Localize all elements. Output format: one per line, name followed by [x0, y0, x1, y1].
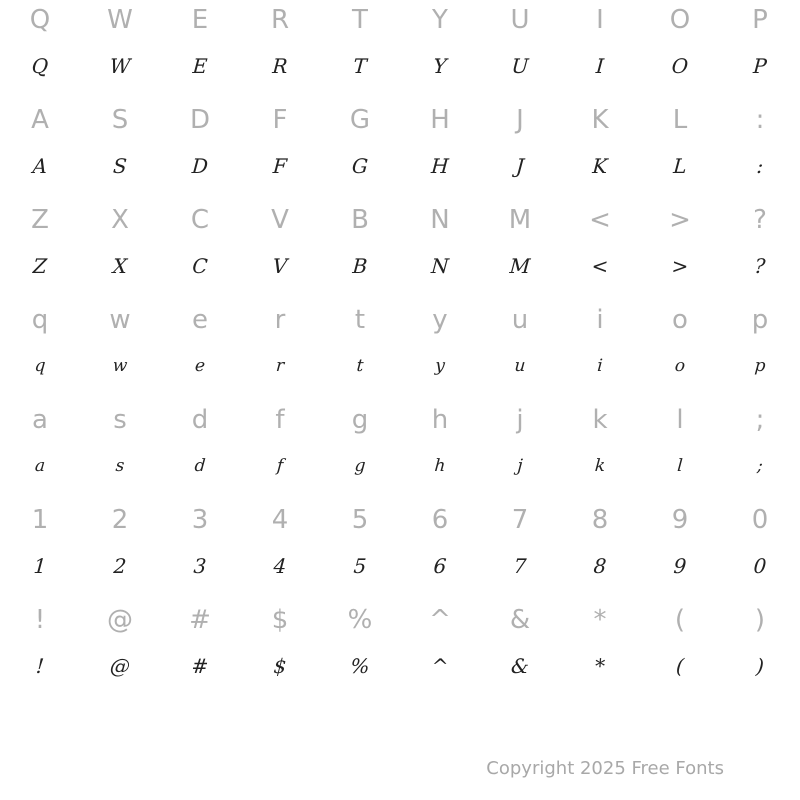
glyph-cell [400, 400, 480, 500]
reference-glyph: ; [755, 405, 765, 435]
font-sample-glyph: 2 [112, 554, 128, 578]
font-sample-glyph: B [351, 254, 369, 278]
font-sample-glyph: ( [675, 654, 685, 678]
reference-glyph: O [669, 5, 691, 35]
font-sample-glyph: 4 [272, 554, 288, 578]
reference-glyph: % [347, 605, 373, 635]
font-sample-glyph: ? [753, 254, 767, 278]
reference-glyph: i [596, 305, 604, 335]
font-sample-glyph: G [351, 154, 369, 178]
reference-glyph: 9 [671, 505, 689, 535]
glyph-cell [560, 100, 640, 200]
font-sample-glyph: F [272, 154, 288, 178]
glyph-cell [0, 100, 80, 200]
glyph-cell [480, 400, 560, 500]
font-sample-glyph: t [355, 356, 365, 376]
reference-glyph: w [109, 305, 131, 335]
font-sample-glyph: T [352, 54, 368, 78]
font-sample-glyph: M [508, 254, 532, 278]
font-sample-glyph: Z [32, 254, 48, 278]
font-sample-glyph: 1 [32, 554, 48, 578]
glyph-cell [400, 100, 480, 200]
font-sample-glyph: w [112, 356, 128, 376]
glyph-cell [480, 0, 560, 100]
reference-glyph: u [511, 305, 529, 335]
reference-glyph: V [271, 205, 289, 235]
glyph-cell [720, 400, 800, 500]
reference-glyph: F [272, 105, 288, 135]
glyph-cell [320, 600, 400, 700]
font-sample-glyph: o [674, 356, 686, 376]
reference-glyph: d [191, 405, 209, 435]
font-sample-glyph: C [191, 254, 209, 278]
glyph-cell [0, 200, 80, 300]
glyph-cell [160, 600, 240, 700]
reference-glyph: ) [754, 605, 766, 635]
reference-glyph: Z [31, 205, 49, 235]
font-sample-glyph: > [670, 254, 690, 278]
reference-glyph: I [596, 5, 604, 35]
font-sample-glyph: f [276, 456, 284, 476]
font-sample-glyph: l [676, 456, 684, 476]
reference-glyph: g [351, 405, 369, 435]
glyph-cell [640, 500, 720, 600]
glyph-cell [640, 0, 720, 100]
reference-glyph: o [672, 305, 688, 335]
glyph-cell [0, 400, 80, 500]
glyph-cell [160, 100, 240, 200]
font-sample-glyph: 6 [432, 554, 448, 578]
reference-glyph: Y [432, 5, 448, 35]
glyph-cell [560, 300, 640, 400]
glyph-cell [320, 500, 400, 600]
reference-glyph: > [669, 205, 691, 235]
glyph-cell [720, 100, 800, 200]
reference-glyph: h [431, 405, 449, 435]
glyph-row [0, 500, 800, 600]
glyph-cell [640, 100, 720, 200]
reference-glyph: G [349, 105, 371, 135]
font-sample-glyph: g [353, 456, 367, 476]
font-sample-glyph: k [594, 456, 606, 476]
glyph-cell [80, 500, 160, 600]
reference-glyph: 2 [111, 505, 129, 535]
glyph-cell [0, 0, 80, 100]
reference-glyph: N [430, 205, 450, 235]
glyph-cell [640, 400, 720, 500]
font-sample-glyph: R [271, 54, 289, 78]
reference-glyph: W [107, 5, 133, 35]
reference-glyph: 5 [351, 505, 369, 535]
font-sample-glyph: 8 [592, 554, 608, 578]
font-sample-glyph: j [516, 456, 524, 476]
font-sample-glyph: * [594, 654, 606, 678]
glyph-cell [240, 100, 320, 200]
font-sample-glyph: 9 [672, 554, 688, 578]
reference-glyph: K [591, 105, 609, 135]
reference-glyph: 8 [591, 505, 609, 535]
font-sample-glyph: V [271, 254, 289, 278]
glyph-cell [560, 500, 640, 600]
font-sample-glyph: # [190, 654, 210, 678]
reference-glyph: R [270, 5, 290, 35]
glyph-cell [480, 100, 560, 200]
glyph-cell [160, 300, 240, 400]
glyph-cell [320, 0, 400, 100]
reference-glyph: 0 [751, 505, 769, 535]
glyph-row [0, 600, 800, 700]
font-sample-glyph: E [191, 54, 209, 78]
glyph-cell [0, 300, 80, 400]
font-sample-glyph: d [193, 456, 207, 476]
font-sample-glyph: H [430, 154, 450, 178]
reference-glyph: J [516, 105, 524, 135]
font-sample-glyph: L [672, 154, 688, 178]
glyph-cell [560, 600, 640, 700]
reference-glyph: B [351, 205, 369, 235]
glyph-cell [720, 300, 800, 400]
glyph-cell [320, 400, 400, 500]
glyph-cell [240, 600, 320, 700]
glyph-cell [560, 200, 640, 300]
reference-glyph: A [31, 105, 49, 135]
glyph-cell [160, 500, 240, 600]
glyph-cell [560, 0, 640, 100]
glyph-cell [80, 100, 160, 200]
reference-glyph: * [593, 605, 607, 635]
font-sample-glyph: u [513, 356, 527, 376]
reference-glyph: P [752, 5, 768, 35]
reference-glyph: j [516, 405, 524, 435]
reference-glyph: T [352, 5, 368, 35]
font-sample-glyph: < [590, 254, 610, 278]
font-sample-glyph: Q [30, 54, 50, 78]
font-sample-glyph: $ [272, 654, 288, 678]
glyph-cell [480, 300, 560, 400]
font-sample-glyph: J [515, 154, 525, 178]
font-sample-glyph: W [108, 54, 132, 78]
font-sample-glyph: N [430, 254, 450, 278]
font-sample-glyph: @ [109, 654, 131, 678]
font-sample-glyph: K [591, 154, 609, 178]
reference-glyph: 4 [271, 505, 289, 535]
reference-glyph: S [111, 105, 129, 135]
glyph-cell [240, 300, 320, 400]
reference-glyph: l [676, 405, 684, 435]
glyph-cell [640, 300, 720, 400]
reference-glyph: ! [34, 605, 46, 635]
font-sample-glyph: ; [756, 456, 764, 476]
reference-glyph: D [189, 105, 211, 135]
reference-glyph: 6 [431, 505, 449, 535]
font-sample-glyph: h [433, 456, 447, 476]
reference-glyph: L [672, 105, 688, 135]
font-sample-glyph: I [595, 54, 605, 78]
copyright-footer: Copyright 2025 Free Fonts [486, 758, 724, 779]
glyph-cell [400, 300, 480, 400]
glyph-row [0, 300, 800, 400]
glyph-cell [480, 500, 560, 600]
glyph-cell [640, 600, 720, 700]
glyph-cell [240, 200, 320, 300]
glyph-cell [320, 100, 400, 200]
font-sample-glyph: U [510, 54, 530, 78]
font-sample-glyph: Y [432, 54, 448, 78]
glyph-row [0, 100, 800, 200]
glyph-cell [400, 0, 480, 100]
reference-glyph: q [31, 305, 49, 335]
reference-glyph: # [189, 605, 211, 635]
font-sample-glyph: A [31, 154, 49, 178]
reference-glyph: ? [753, 205, 767, 235]
reference-glyph: C [190, 205, 210, 235]
glyph-cell [720, 200, 800, 300]
glyph-cell [80, 300, 160, 400]
glyph-cell [720, 500, 800, 600]
glyph-cell [160, 200, 240, 300]
reference-glyph: & [509, 605, 531, 635]
glyph-cell [240, 500, 320, 600]
reference-glyph: $ [271, 605, 289, 635]
reference-glyph: t [354, 305, 366, 335]
font-sample-glyph: a [34, 456, 46, 476]
reference-glyph: E [191, 5, 209, 35]
reference-glyph: k [592, 405, 608, 435]
font-sample-glyph: : [755, 154, 765, 178]
font-sample-glyph: 0 [752, 554, 768, 578]
font-sample-glyph: e [194, 356, 206, 376]
glyph-cell [720, 0, 800, 100]
glyph-cell [480, 200, 560, 300]
glyph-cell [400, 500, 480, 600]
font-sample-glyph: p [753, 356, 767, 376]
glyph-cell [320, 200, 400, 300]
glyph-cell [400, 600, 480, 700]
reference-glyph: f [275, 405, 285, 435]
reference-glyph: p [751, 305, 769, 335]
glyph-row [0, 200, 800, 300]
font-sample-glyph: % [349, 654, 371, 678]
glyph-cell [80, 200, 160, 300]
glyph-cell [240, 400, 320, 500]
glyph-row [0, 400, 800, 500]
reference-glyph: y [432, 305, 448, 335]
glyph-cell [240, 0, 320, 100]
reference-glyph: s [113, 405, 127, 435]
reference-glyph: @ [107, 605, 133, 635]
glyph-cell [160, 400, 240, 500]
reference-glyph: ^ [429, 605, 451, 635]
glyph-cell [400, 200, 480, 300]
font-sample-glyph: q [33, 356, 47, 376]
font-sample-glyph: O [670, 54, 690, 78]
glyph-cell [320, 300, 400, 400]
font-sample-glyph: X [112, 254, 128, 278]
font-sample-glyph: ! [35, 654, 45, 678]
font-sample-glyph: s [114, 456, 126, 476]
font-sample-glyph: i [596, 356, 604, 376]
font-sample-glyph: & [510, 654, 530, 678]
reference-glyph: 3 [191, 505, 209, 535]
reference-glyph: U [510, 5, 530, 35]
glyph-cell [80, 400, 160, 500]
font-sample-glyph: P [752, 54, 768, 78]
glyph-row [0, 0, 800, 100]
reference-glyph: 7 [511, 505, 529, 535]
reference-glyph: 1 [31, 505, 49, 535]
glyph-cell [480, 600, 560, 700]
font-sample-glyph: y [434, 356, 446, 376]
font-sample-glyph: 7 [512, 554, 528, 578]
glyph-cell [720, 600, 800, 700]
reference-glyph: ( [674, 605, 686, 635]
reference-glyph: X [111, 205, 129, 235]
font-sample-glyph: ^ [430, 654, 450, 678]
glyph-cell [80, 0, 160, 100]
reference-glyph: e [192, 305, 208, 335]
glyph-cell [160, 0, 240, 100]
font-sample-glyph: 5 [352, 554, 368, 578]
reference-glyph: < [589, 205, 611, 235]
glyph-cell [640, 200, 720, 300]
reference-glyph: r [274, 305, 286, 335]
glyph-cell [560, 400, 640, 500]
reference-glyph: a [32, 405, 48, 435]
font-sample-glyph: r [275, 356, 285, 376]
font-sample-glyph: D [191, 154, 209, 178]
reference-glyph: Q [29, 5, 51, 35]
font-sample-glyph: 3 [192, 554, 208, 578]
font-sample-glyph: S [112, 154, 128, 178]
reference-glyph: M [508, 205, 532, 235]
glyph-cell [80, 600, 160, 700]
reference-glyph: : [755, 105, 765, 135]
glyph-cell [0, 500, 80, 600]
font-sample-glyph: ) [755, 654, 765, 678]
glyph-cell [0, 600, 80, 700]
reference-glyph: H [430, 105, 450, 135]
